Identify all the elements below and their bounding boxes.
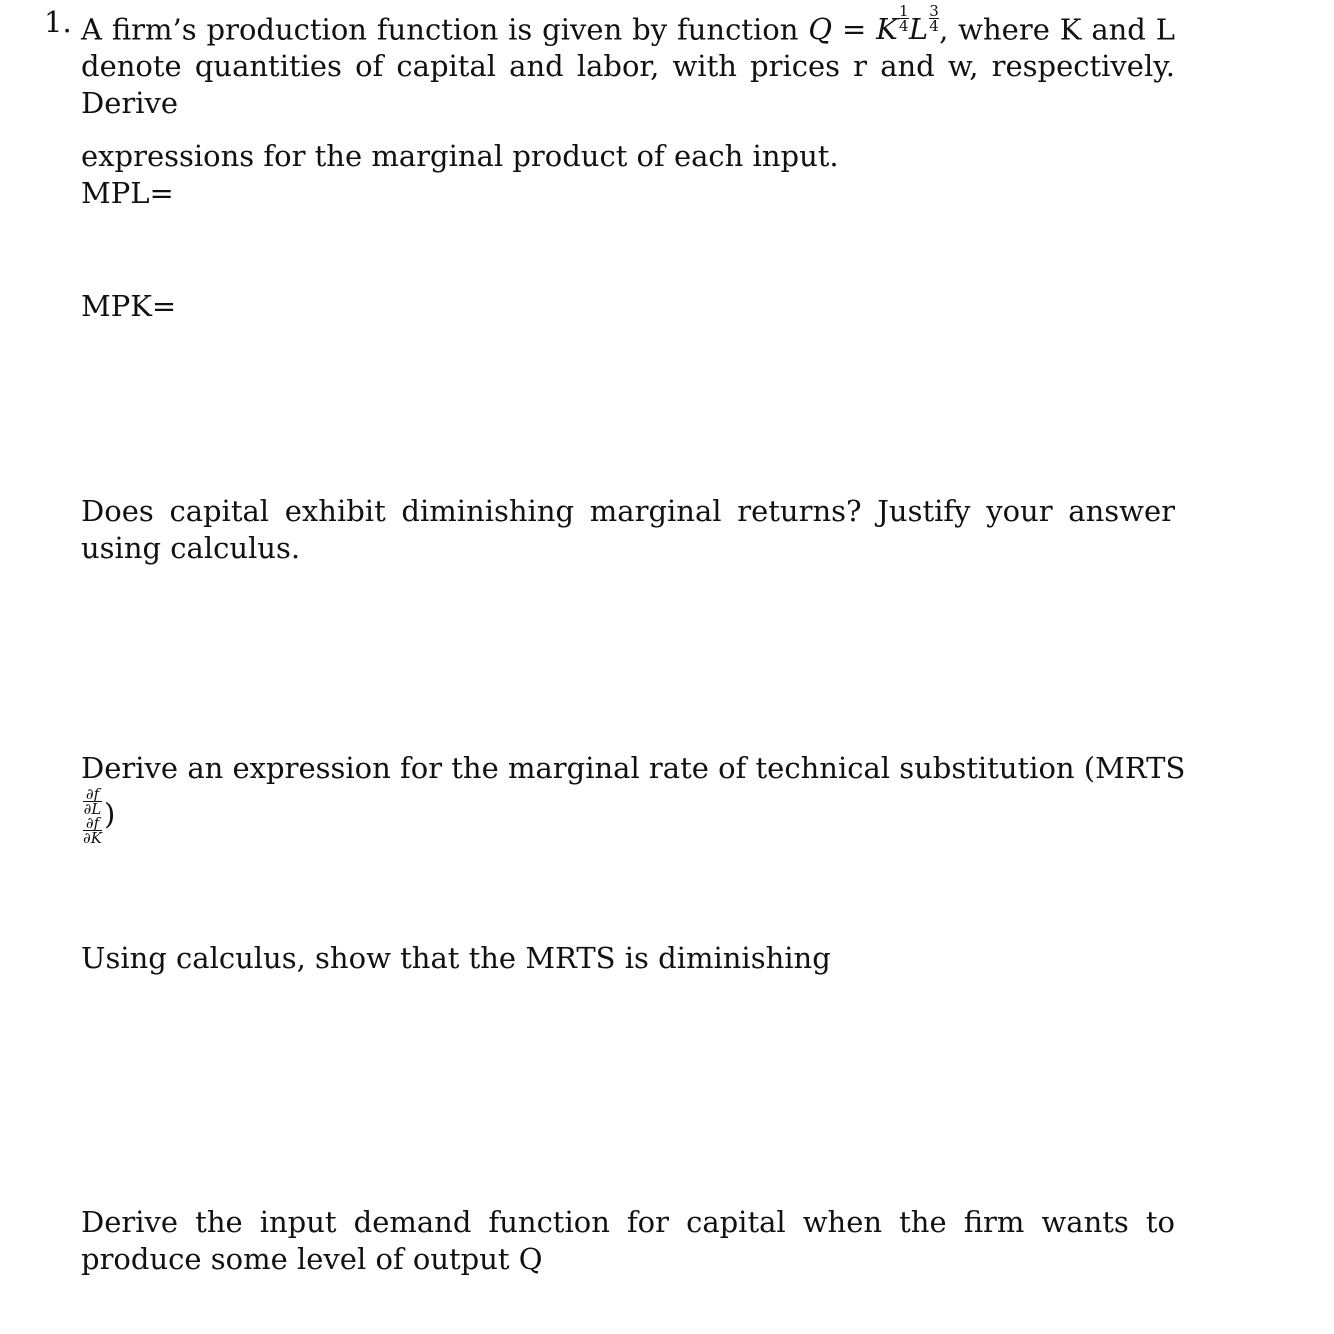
mrts-bottom-den: ∂K — [83, 829, 102, 847]
part-marginal-product: expressions for the marginal product of each input. — [81, 139, 839, 173]
formula-equals: = — [841, 12, 867, 47]
production-formula — [808, 2, 939, 47]
formula-l: L — [908, 12, 929, 47]
question-intro — [81, 4, 1175, 122]
mrts-bottom-num: ∂f — [85, 814, 100, 832]
k-exponent-den: 4 — [899, 17, 909, 35]
part-mrts — [81, 750, 1201, 845]
l-exponent — [929, 4, 939, 33]
mrts-text: Derive an expression for the marginal rate of technical substitution (MRTS — [81, 751, 1186, 785]
formula-k: K — [876, 12, 898, 47]
mrts-close-paren: ) — [103, 797, 116, 831]
part-input-demand: Derive the input demand function for capital when the firm wants to produce some level of output Q — [81, 1205, 1175, 1276]
mpk-label: MPK= — [81, 289, 177, 323]
part-mrts-diminishing: Using calculus, show that the MRTS is diminishing — [81, 941, 831, 975]
formula-q: Q — [808, 12, 833, 47]
l-exponent-den: 4 — [929, 17, 939, 35]
intro-tail: , where K and L denote quantities of capital and labor, with prices r and w, respectively. Derive — [81, 12, 1175, 121]
intro-lead: A firm’s production function is given by function — [81, 12, 799, 47]
mrts-top-den: ∂L — [83, 800, 102, 818]
k-exponent-num: 1 — [899, 2, 909, 20]
mrts-fraction — [83, 787, 102, 845]
mpl-label: MPL= — [81, 176, 174, 210]
part-diminishing-returns: Does capital exhibit diminishing marginal returns? Justify your answer using calculus. — [81, 494, 1175, 565]
k-exponent — [899, 4, 909, 33]
question-number: 1. — [44, 5, 72, 39]
l-exponent-num: 3 — [929, 2, 939, 20]
mrts-top-num: ∂f — [85, 785, 100, 803]
